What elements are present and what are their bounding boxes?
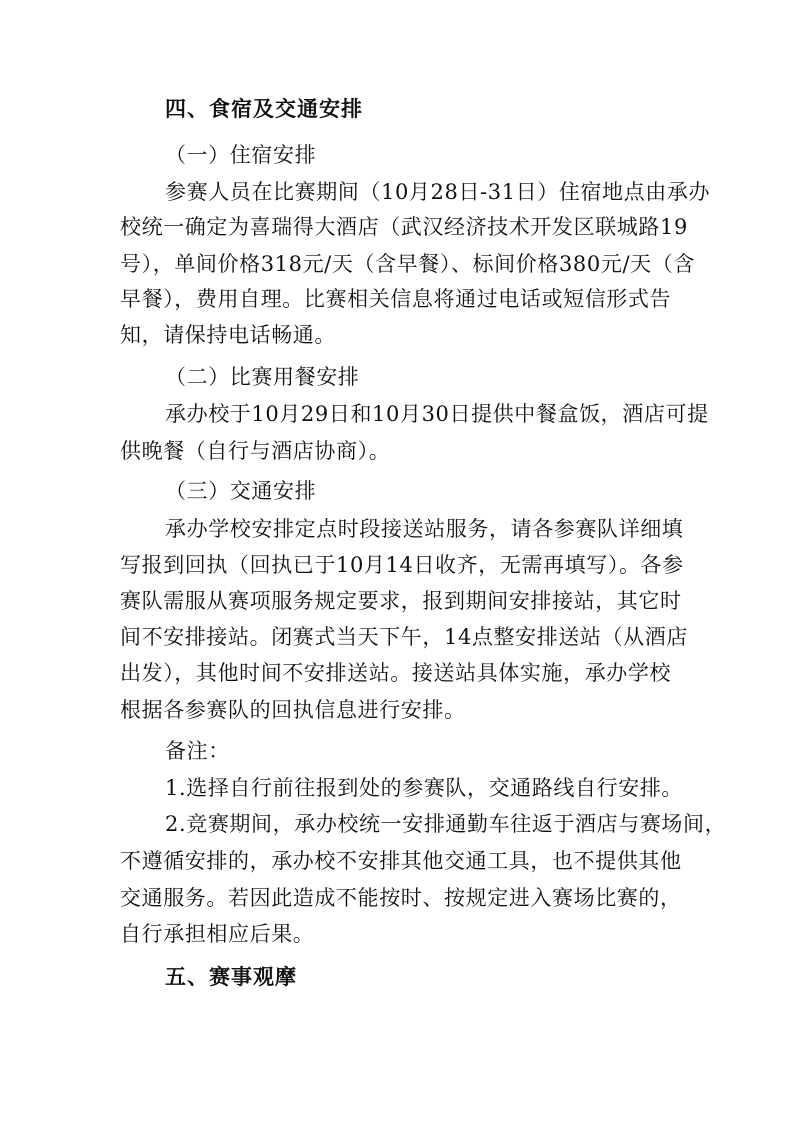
note-item-2-line: 不遵循安排的，承办校不安排其他交通工具，也不提供其他 <box>120 849 682 873</box>
paragraph-line: 写报到回执（回执已于10月14日收齐，无需再填写）。各参 <box>120 553 684 577</box>
section-5-heading: 五、赛事观摩 <box>165 965 297 989</box>
section-4-heading: 四、食宿及交通安排 <box>165 97 363 121</box>
subsection-transport-heading: （三）交通安排 <box>165 479 317 503</box>
paragraph-line: 校统一确定为喜瑞得大酒店（武汉经济技术开发区联城路19 <box>120 215 688 239</box>
note-item-2-line: 交通服务。若因此造成不能按时、按规定进入赛场比赛的， <box>120 886 682 910</box>
paragraph-line: 早餐），费用自理。比赛相关信息将通过电话或短信形式告 <box>120 287 672 311</box>
note-item-2-line: 自行承担相应后果。 <box>120 922 315 946</box>
paragraph-line: 出发），其他时间不安排送站。接送站具体实施，承办学校 <box>120 661 672 685</box>
paragraph-line: 承办校于10月29日和10月30日提供中餐盒饭，酒店可提 <box>165 402 709 426</box>
paragraph-line: 根据各参赛队的回执信息进行安排。 <box>120 698 466 722</box>
subsection-accommodation-heading: （一）住宿安排 <box>165 143 317 167</box>
paragraph-line: 知，请保持电话畅通。 <box>120 323 336 347</box>
paragraph-line: 参赛人员在比赛期间（10月28日-31日）住宿地点由承办 <box>165 180 711 204</box>
note-heading: 备注： <box>165 739 230 763</box>
paragraph-line: 赛队需服从赛项服务规定要求，报到期间安排接站，其它时 <box>120 589 682 613</box>
note-item-1: 1.选择自行前往报到处的参赛队，交通路线自行安排。 <box>165 776 684 800</box>
note-item-2-line: 2.竞赛期间，承办校统一安排通勤车往返于酒店与赛场间， <box>165 812 727 836</box>
paragraph-line: 承办学校安排定点时段接送站服务，请各参赛队详细填 <box>165 517 684 541</box>
paragraph-line: 间不安排接站。闭赛式当天下午，14点整安排送站（从酒店 <box>120 625 688 649</box>
paragraph-line: 号），单间价格318元/天（含早餐）、标间价格380元/天（含 <box>120 252 695 276</box>
subsection-meals-heading: （二）比赛用餐安排 <box>165 365 360 389</box>
paragraph-line: 供晚餐（自行与酒店协商）。 <box>120 439 391 463</box>
